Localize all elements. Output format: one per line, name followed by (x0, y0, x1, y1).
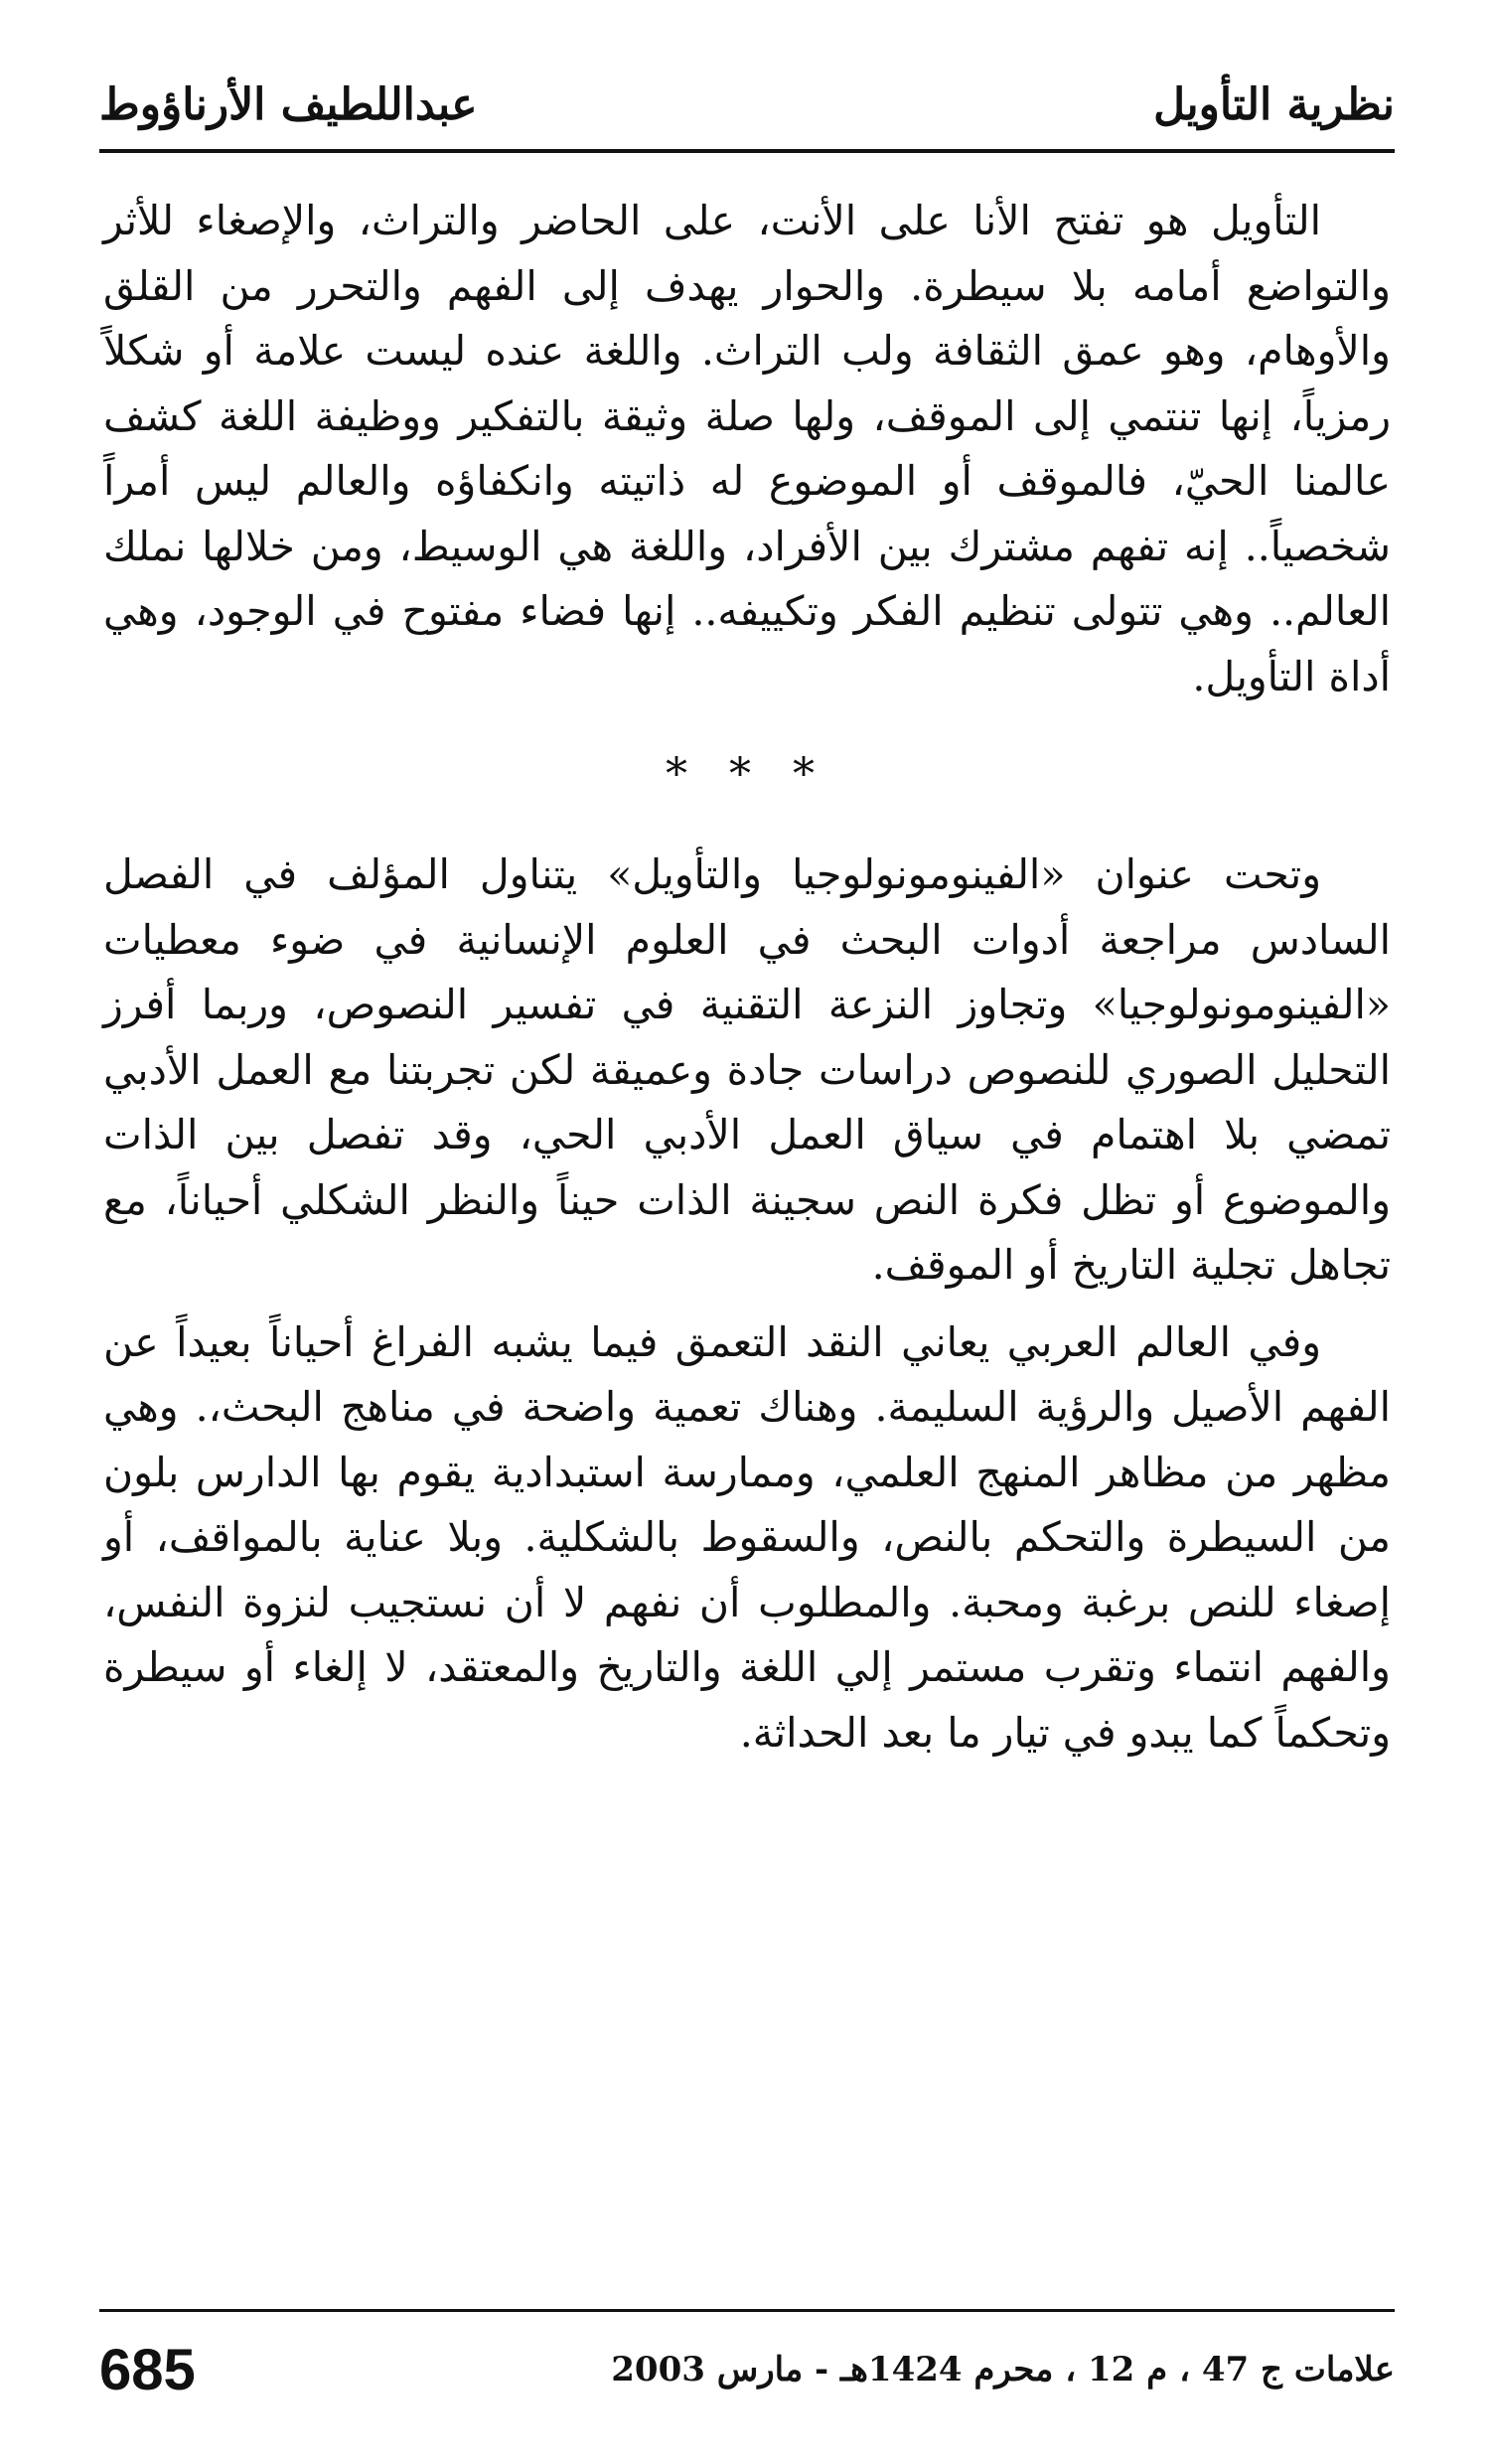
journal-issue-info: علامات ج 47 ، م 12 ، محرم 1424هـ - مارس 2003 (611, 2350, 1395, 2389)
author-name: عبداللطيف الأرناؤوط (99, 78, 478, 130)
paragraph-1: التأويل هو تفتح الأنا على الأنت، على الحاضر والتراث، والإصغاء للأثر والتواضع أمامه بلا سيطرة. والحوار يهدف إلى الفهم والتحرر من القلق والأوهام، وهو عمق الثقافة ولب التراث. واللغة عنده ليست علامة أو شكلاً رمزياً، إنها تنتمي إلى الموقف، ولها صلة وثيقة بالتفكير ووظيفة اللغة كشف عالمنا الحيّ، فالموقف أو الموضوع له ذاتيته وانكفاؤه والعالم ليس أمراً شخصياً.. إنه تفهم مشترك بين الأفراد، واللغة هي الوسيط، ومن خلالها نملك العالم.. وهي تتولى تنظيم الفكر وتكييفه.. إنها فضاء مفتوح في الوجود، وهي أداة التأويل. (103, 197, 1391, 700)
footer-divider (99, 2309, 1395, 2312)
header-divider (99, 149, 1395, 153)
book-title: نظرية التأويل (1153, 78, 1395, 130)
page-number: 685 (99, 2337, 196, 2402)
running-header (99, 60, 1395, 149)
article-body (103, 189, 1391, 1766)
paragraph-3: وفي العالم العربي يعاني النقد التعمق فيما يشبه الفراغ أحياناً بعيداً عن الفهم الأصيل والرؤية السليمة. وهناك تعمية واضحة في مناهج البحث،. وهي مظهر من مظاهر المنهج العلمي، وممارسة استبدادية يقوم بها الدارس بلون من السيطرة والتحكم بالنص، والسقوط بالشكلية. وبلا عناية بالمواقف، أو إصغاء للنص برغبة ومحبة. والمطلوب أن نفهم لا أن نستجيب لنزوة النفس، والفهم انتماء وتقرب مستمر إلي اللغة والتاريخ والمعتقد، لا إلغاء أو سيطرة وتحكماً كما يبدو في تيار ما بعد الحداثة. (103, 1317, 1391, 1757)
section-separator: * * * (666, 749, 828, 800)
running-footer (99, 2325, 1395, 2414)
paragraph-2: وتحت عنوان «الفينومونولوجيا والتأويل» يتناول المؤلف في الفصل السادس مراجعة أدوات البحث في العلوم الإنسانية في ضوء معطيات «الفينومونولوجيا» وتجاوز النزعة التقنية في تفسير النصوص، وربما أفرز التحليل الصوري للنصوص دراسات جادة وعميقة لكن تجربتنا مع العمل الأدبي تمضي بلا اهتمام في سياق العمل الأدبي الحي، وقد تفصل بين الذات والموضوع أو تظل فكرة النص سجينة الذات حيناً والنظر الشكلي أحياناً، مع تجاهل تجلية التاريخ أو الموقف. (103, 850, 1391, 1289)
